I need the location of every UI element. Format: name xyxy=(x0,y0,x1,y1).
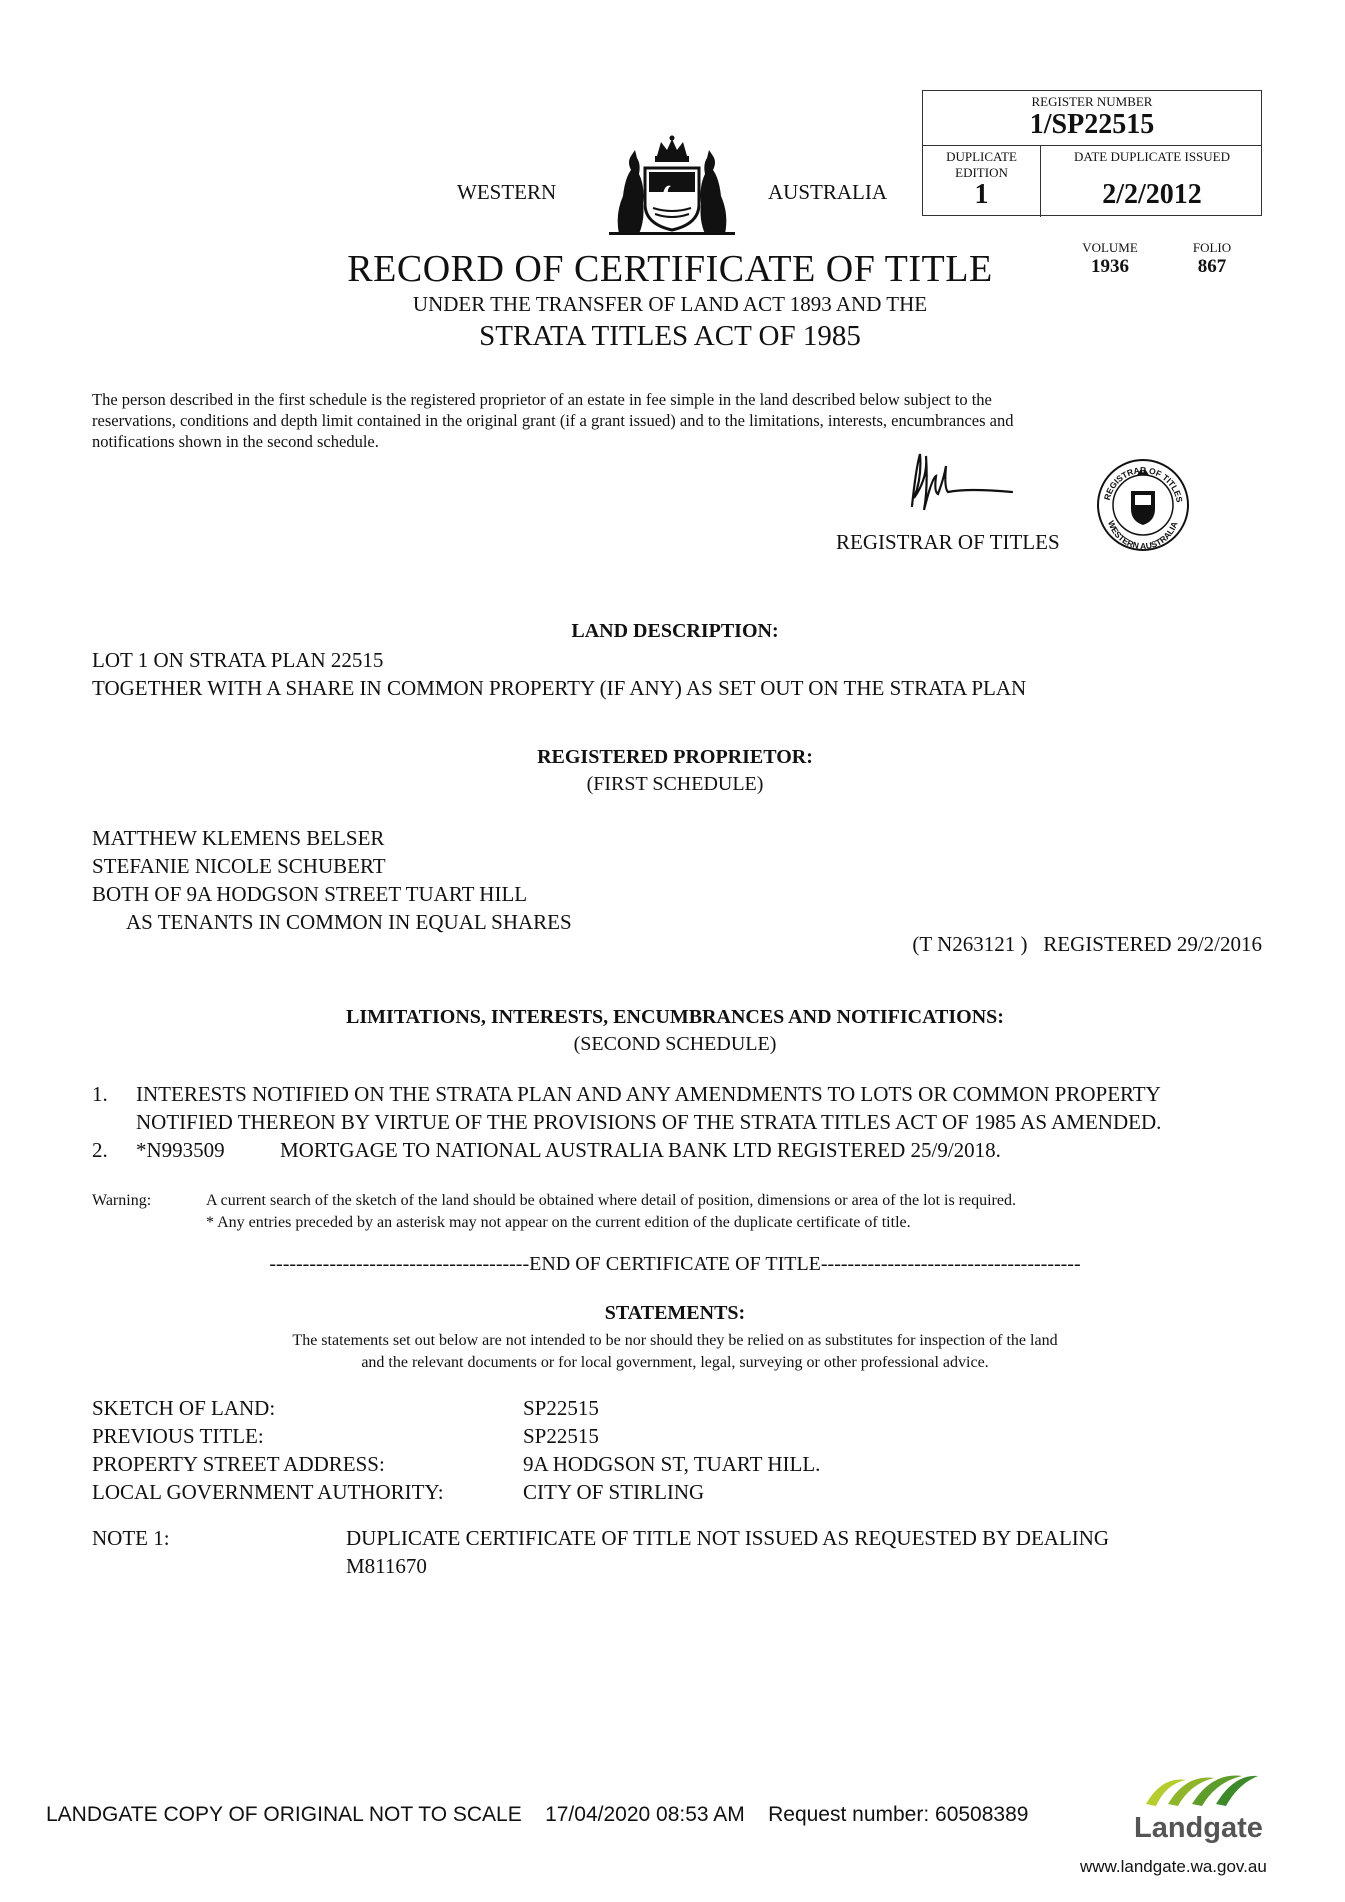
title-subtitle: UNDER THE TRANSFER OF LAND ACT 1893 AND THE xyxy=(412,292,928,316)
footer-request-number: Request number: 60508389 xyxy=(768,1803,1029,1826)
proprietor-list xyxy=(92,824,572,936)
statement-value: 9A HODGSON ST, TUART HILL. xyxy=(523,1452,821,1476)
title-act: STRATA TITLES ACT OF 1985 xyxy=(479,320,861,352)
statement-value: SP22515 xyxy=(523,1396,599,1420)
registrar-label: REGISTRAR OF TITLES xyxy=(836,530,1060,554)
schedule-item-2-text: MORTGAGE TO NATIONAL AUSTRALIA BANK LTD REGISTERED 25/9/2018. xyxy=(280,1138,1001,1162)
folio-label: FOLIO xyxy=(1192,240,1232,255)
proprietor-registration: (T N263121 ) REGISTERED 29/2/2016 xyxy=(912,932,1262,956)
land-description-heading: LAND DESCRIPTION: xyxy=(571,620,779,642)
warning-label: Warning: xyxy=(92,1192,152,1209)
statement-label: LOCAL GOVERNMENT AUTHORITY: xyxy=(92,1480,444,1504)
proprietor-heading: REGISTERED PROPRIETOR: xyxy=(537,746,813,768)
statement-value: SP22515 xyxy=(523,1424,599,1448)
note-label: NOTE 1: xyxy=(92,1526,170,1550)
landgate-brand: Landgate xyxy=(1134,1812,1263,1844)
duplicate-edition-label: DUPLICATE EDITION xyxy=(946,149,1017,180)
schedule-item-2-ref: *N993509 xyxy=(136,1138,225,1162)
duplicate-edition: 1 xyxy=(974,179,989,210)
date-issued-label: DATE DUPLICATE ISSUED xyxy=(1074,149,1230,164)
registrar-signature-icon xyxy=(898,448,1018,518)
statement-values xyxy=(523,1394,820,1506)
registrar-seal-icon xyxy=(1095,457,1191,553)
landgate-logo-icon xyxy=(1142,1770,1260,1810)
statement-labels xyxy=(92,1394,444,1506)
statement-label: PROPERTY STREET ADDRESS: xyxy=(92,1452,385,1476)
header-australia: AUSTRALIA xyxy=(768,180,887,204)
date-issued: 2/2/2012 xyxy=(1102,179,1202,210)
statement-label: SKETCH OF LAND: xyxy=(92,1396,276,1420)
list-item: AS TENANTS IN COMMON IN EQUAL SHARES xyxy=(126,910,572,934)
footer-copy-text: LANDGATE COPY OF ORIGINAL NOT TO SCALE xyxy=(46,1803,522,1826)
schedule-item-1: INTERESTS NOTIFIED ON THE STRATA PLAN AND ANY AMENDMENTS TO LOTS OR COMMON PROPERTY NOTIFIED THEREON BY VIRTUE OF THE PROVISIONS OF THE STRATA TITLES ACT OF 1985 AS AMENDED. xyxy=(136,1082,1162,1134)
landgate-website[interactable]: www.landgate.wa.gov.au xyxy=(1080,1857,1267,1876)
register-number: 1/SP22515 xyxy=(1029,109,1155,140)
schedule-item-2-num: 2. xyxy=(92,1138,108,1162)
land-description: LOT 1 ON STRATA PLAN 22515 TOGETHER WITH A SHARE IN COMMON PROPERTY (IF ANY) AS SET OUT ON THE STRATA PLAN xyxy=(92,648,1027,700)
footer-datetime: 17/04/2020 08:53 AM xyxy=(545,1803,745,1826)
footer-copy-line xyxy=(46,1803,1028,1827)
intro-paragraph: The person described in the first schedule is the registered proprietor of an estate in fee simple in the land described below subject to the reservations, conditions and depth limit contained in the original grant (if a grant issued) and to the limitations, interests, encumbrances and notifications shown in the second schedule. xyxy=(92,390,1014,451)
end-of-certificate: ---------------------------------------END OF CERTIFICATE OF TITLE--------------------------------------- xyxy=(269,1253,1081,1275)
note-text: DUPLICATE CERTIFICATE OF TITLE NOT ISSUED AS REQUESTED BY DEALING M811670 xyxy=(346,1526,1110,1578)
statements-heading: STATEMENTS: xyxy=(604,1302,746,1324)
header-western: WESTERN xyxy=(457,180,557,204)
proprietor-subheading: (FIRST SCHEDULE) xyxy=(586,773,764,795)
statement-label: PREVIOUS TITLE: xyxy=(92,1424,264,1448)
schedule-subheading: (SECOND SCHEDULE) xyxy=(573,1033,777,1055)
list-item: STEFANIE NICOLE SCHUBERT xyxy=(92,854,386,878)
statements-disclaimer: The statements set out below are not intended to be nor should they be relied on as substitutes for inspection of the land and the relevant documents or for local government, legal, surveying or other professional advice. xyxy=(292,1332,1058,1371)
list-item: BOTH OF 9A HODGSON STREET TUART HILL xyxy=(92,882,528,906)
warning-text: A current search of the sketch of the land should be obtained where detail of position, dimensions or area of the lot is required. * Any entries preceded by an asterisk may not appear on the current edition of the duplicate certificate of title. xyxy=(206,1192,1016,1231)
page-title: RECORD OF CERTIFICATE OF TITLE xyxy=(347,248,993,290)
folio-value: 867 xyxy=(1197,256,1227,277)
volume-value: 1936 xyxy=(1091,256,1129,277)
volume-label: VOLUME xyxy=(1082,240,1138,255)
schedule-heading: LIMITATIONS, INTERESTS, ENCUMBRANCES AND NOTIFICATIONS: xyxy=(346,1006,1004,1028)
register-box xyxy=(922,90,1262,216)
register-number-label: REGISTER NUMBER xyxy=(1031,94,1153,109)
statement-value: CITY OF STIRLING xyxy=(523,1480,705,1504)
svg-text:WESTERN AUSTRALIA: WESTERN AUSTRALIA xyxy=(1106,519,1180,552)
coat-of-arms-icon xyxy=(605,134,739,236)
svg-text:REGISTRAR OF TITLES: REGISTRAR OF TITLES xyxy=(1101,465,1185,504)
list-item: MATTHEW KLEMENS BELSER xyxy=(92,826,385,850)
schedule-item-1-num: 1. xyxy=(92,1082,108,1106)
